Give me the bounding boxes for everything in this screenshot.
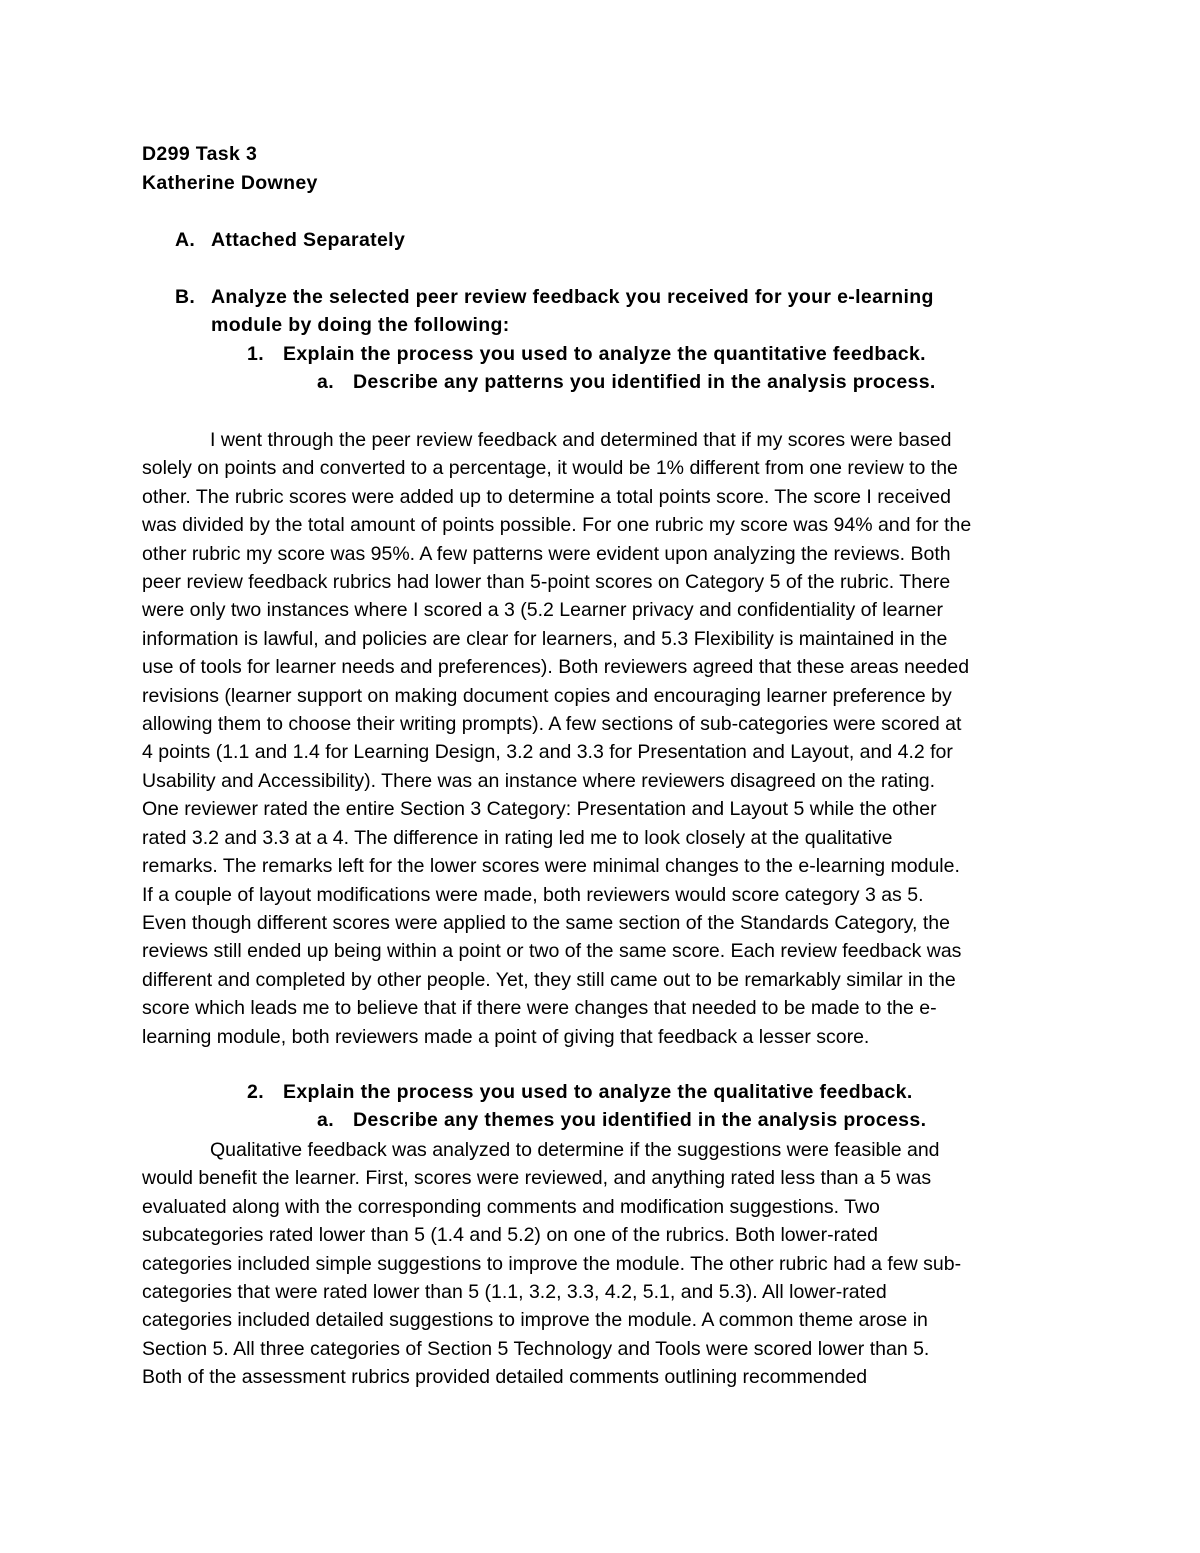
question-2-marker: 2.: [247, 1081, 264, 1103]
section-a-text: Attached Separately: [211, 229, 406, 251]
qualitative-analysis-paragraph: [142, 1136, 1072, 1392]
paragraph-line: categories that were rated lower than 5 (1.1, 3.2, 3.3, 4.2, 5.1, and 5.3). All lower-rated: [142, 1281, 887, 1304]
paragraph-line: allowing them to choose their writing prompts). A few sections of sub-categories were scored at: [142, 713, 962, 736]
paragraph-line: solely on points and converted to a percentage, it would be 1% different from one review to the: [142, 457, 958, 480]
paragraph-line: different and completed by other people. Yet, they still came out to be remarkably similar in the: [142, 968, 956, 991]
paragraph-line: Qualitative feedback was analyzed to determine if the suggestions were feasible and: [210, 1139, 940, 1161]
paragraph-line: were only two instances where I scored a 3 (5.2 Learner privacy and confidentiality of learner: [142, 599, 944, 622]
author-name: Katherine Downey: [142, 172, 318, 194]
paragraph-line: would benefit the learner. First, scores were reviewed, and anything rated less than a 5 was: [142, 1167, 932, 1190]
paragraph-line: 4 points (1.1 and 1.4 for Learning Design, 3.2 and 3.3 for Presentation and Layout, and 4.2 for: [142, 741, 953, 764]
section-b-marker: B.: [175, 286, 196, 308]
paragraph-line: subcategories rated lower than 5 (1.4 and 5.2) on one of the rubrics. Both lower-rated: [142, 1224, 879, 1247]
paragraph-line: other. The rubric scores were added up to determine a total points score. The score I received: [142, 485, 951, 508]
question-2a-heading: Describe any themes you identified in the analysis process.: [353, 1109, 927, 1131]
paragraph-line: I went through the peer review feedback and determined that if my scores were based: [210, 429, 952, 451]
question-1-marker: 1.: [247, 343, 264, 365]
question-1a-heading: Describe any patterns you identified in the analysis process.: [353, 371, 936, 393]
question-1-heading: Explain the process you used to analyze the quantitative feedback.: [283, 343, 926, 365]
paragraph-line: revisions (learner support on making document copies and encouraging learner preference by: [142, 684, 952, 707]
paragraph-line: categories included detailed suggestions to improve the module. A common theme arose in: [142, 1309, 928, 1332]
paragraph-line: evaluated along with the corresponding comments and modification suggestions. Two: [142, 1195, 880, 1218]
paragraph-line: rated 3.2 and 3.3 at a 4. The difference in rating led me to look closely at the qualitative: [142, 826, 893, 849]
question-1a-marker: a.: [317, 371, 334, 393]
paragraph-line: categories included simple suggestions to improve the module. The other rubric had a few sub-: [142, 1252, 962, 1275]
paragraph-line: Section 5. All three categories of Section 5 Technology and Tools were scored lower than 5.: [142, 1337, 930, 1360]
document-title: D299 Task 3: [142, 143, 258, 165]
paragraph-line: use of tools for learner needs and preferences). Both reviewers agreed that these areas needed: [142, 656, 970, 679]
paragraph-line: score which leads me to believe that if there were changes that needed to be made to the e-: [142, 997, 937, 1020]
paragraph-line: other rubric my score was 95%. A few patterns were evident upon analyzing the reviews. Both: [142, 542, 951, 565]
paragraph-line: If a couple of layout modifications were made, both reviewers would score category 3 as 5.: [142, 883, 924, 906]
question-2-heading: Explain the process you used to analyze the qualitative feedback.: [283, 1081, 913, 1103]
question-2a-marker: a.: [317, 1109, 334, 1131]
paragraph-line: peer review feedback rubrics had lower than 5-point scores on Category 5 of the rubric. There: [142, 571, 951, 594]
section-a-marker: A.: [175, 229, 196, 251]
paragraph-line: Usability and Accessibility). There was an instance where reviewers disagreed on the rating.: [142, 769, 936, 792]
paragraph-line: information is lawful, and policies are clear for learners, and 5.3 Flexibility is maintained in the: [142, 627, 948, 650]
paragraph-line: was divided by the total amount of points possible. For one rubric my score was 94% and for the: [142, 514, 972, 537]
paragraph-line: Even though different scores were applied to the same section of the Standards Category, the: [142, 911, 950, 934]
paragraph-line: One reviewer rated the entire Section 3 Category: Presentation and Layout 5 while the other: [142, 798, 937, 821]
quantitative-analysis-paragraph: [142, 426, 1072, 1051]
section-b-line-1: Analyze the selected peer review feedback you received for your e-learning: [211, 286, 934, 308]
paragraph-line: remarks. The remarks left for the lower scores were minimal changes to the e-learning module.: [142, 855, 960, 878]
paragraph-line: reviews still ended up being within a point or two of the same score. Each review feedback was: [142, 940, 962, 963]
paragraph-line: Both of the assessment rubrics provided detailed comments outlining recommended: [142, 1366, 868, 1389]
section-b-line-2: module by doing the following:: [211, 314, 510, 336]
paragraph-line: learning module, both reviewers made a point of giving that feedback a lesser score.: [142, 1025, 870, 1048]
